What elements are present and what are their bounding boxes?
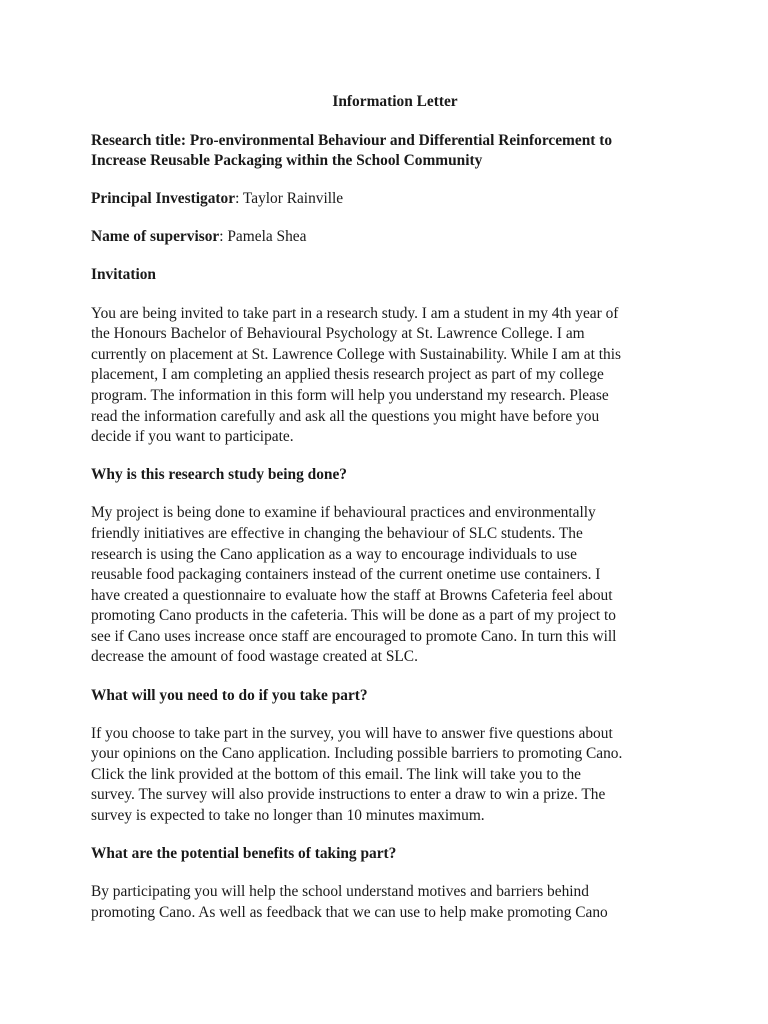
- paragraph-line: have created a questionnaire to evaluate how the staff at Browns Cafeteria feel about: [91, 586, 613, 604]
- research-title-line-2: Increase Reusable Packaging within the School Community: [91, 152, 483, 170]
- paragraph-line: If you choose to take part in the survey, you will have to answer five questions about: [91, 724, 613, 742]
- paragraph-line: You are being invited to take part in a research study. I am a student in my 4th year of: [91, 304, 619, 322]
- document-sections: [91, 265, 681, 923]
- paragraph-line: placement, I am completing an applied thesis research project as part of my college: [91, 366, 604, 384]
- section-paragraph: [91, 304, 681, 448]
- principal-investigator: [91, 189, 681, 210]
- paragraph-line: My project is being done to examine if behavioural practices and environmentally: [91, 504, 596, 522]
- paragraph-line: friendly initiatives are effective in changing the behaviour of SLC students. The: [91, 524, 583, 542]
- paragraph-line: decrease the amount of food wastage created at SLC.: [91, 648, 418, 666]
- paragraph-line: decide if you want to participate.: [91, 428, 294, 446]
- research-title: [91, 131, 681, 172]
- document-title: Information Letter: [332, 93, 458, 110]
- research-title-label: Research title:: [91, 131, 190, 149]
- section-paragraph: [91, 882, 681, 923]
- document-body: [91, 92, 681, 941]
- paragraph-line: By participating you will help the school understand motives and barriers behind: [91, 883, 589, 901]
- supervisor-label: Name of supervisor: [91, 228, 220, 246]
- paragraph-line: currently on placement at St. Lawrence College with Sustainability. While I am at this: [91, 345, 621, 363]
- paragraph-line: promoting Cano. As well as feedback that we can use to help make promoting Cano: [91, 903, 608, 921]
- paragraph-line: research is using the Cano application as a way to encourage individuals to use: [91, 545, 577, 563]
- section-heading: What are the potential benefits of taking part?: [91, 845, 397, 863]
- research-title-text-1: Pro-environmental Behaviour and Differential Reinforcement to: [189, 131, 613, 149]
- paragraph-line: reusable food packaging containers instead of the current onetime use containers. I: [91, 566, 601, 584]
- principal-investigator-label: Principal Investigator: [91, 190, 236, 208]
- paragraph-line: program. The information in this form will help you understand my research. Please: [91, 386, 609, 404]
- paragraph-line: see if Cano uses increase once staff are encouraged to promote Cano. In turn this will: [91, 627, 617, 645]
- principal-investigator-value: : Taylor Rainville: [235, 190, 344, 208]
- research-title-line-1: [91, 131, 681, 152]
- paragraph-line: your opinions on the Cano application. Including possible barriers to promoting Cano.: [91, 745, 623, 763]
- paragraph-line: survey. The survey will also provide instructions to enter a draw to win a prize. The: [91, 786, 606, 804]
- paragraph-line: survey is expected to take no longer than 10 minutes maximum.: [91, 807, 485, 825]
- paragraph-line: the Honours Bachelor of Behavioural Psychology at St. Lawrence College. I am: [91, 325, 585, 343]
- section-paragraph: [91, 724, 681, 827]
- paragraph-line: promoting Cano products in the cafeteria. This will be done as a part of my project to: [91, 607, 616, 625]
- paragraph-line: read the information carefully and ask all the questions you might have before you: [91, 407, 600, 425]
- section-paragraph: [91, 503, 681, 668]
- section-heading: Why is this research study being done?: [91, 466, 347, 484]
- supervisor-value: : Pamela Shea: [219, 228, 307, 246]
- paragraph-line: Click the link provided at the bottom of this email. The link will take you to the: [91, 765, 581, 783]
- section-heading: What will you need to do if you take part?: [91, 686, 368, 704]
- section-heading: Invitation: [91, 266, 156, 284]
- supervisor: [91, 227, 681, 248]
